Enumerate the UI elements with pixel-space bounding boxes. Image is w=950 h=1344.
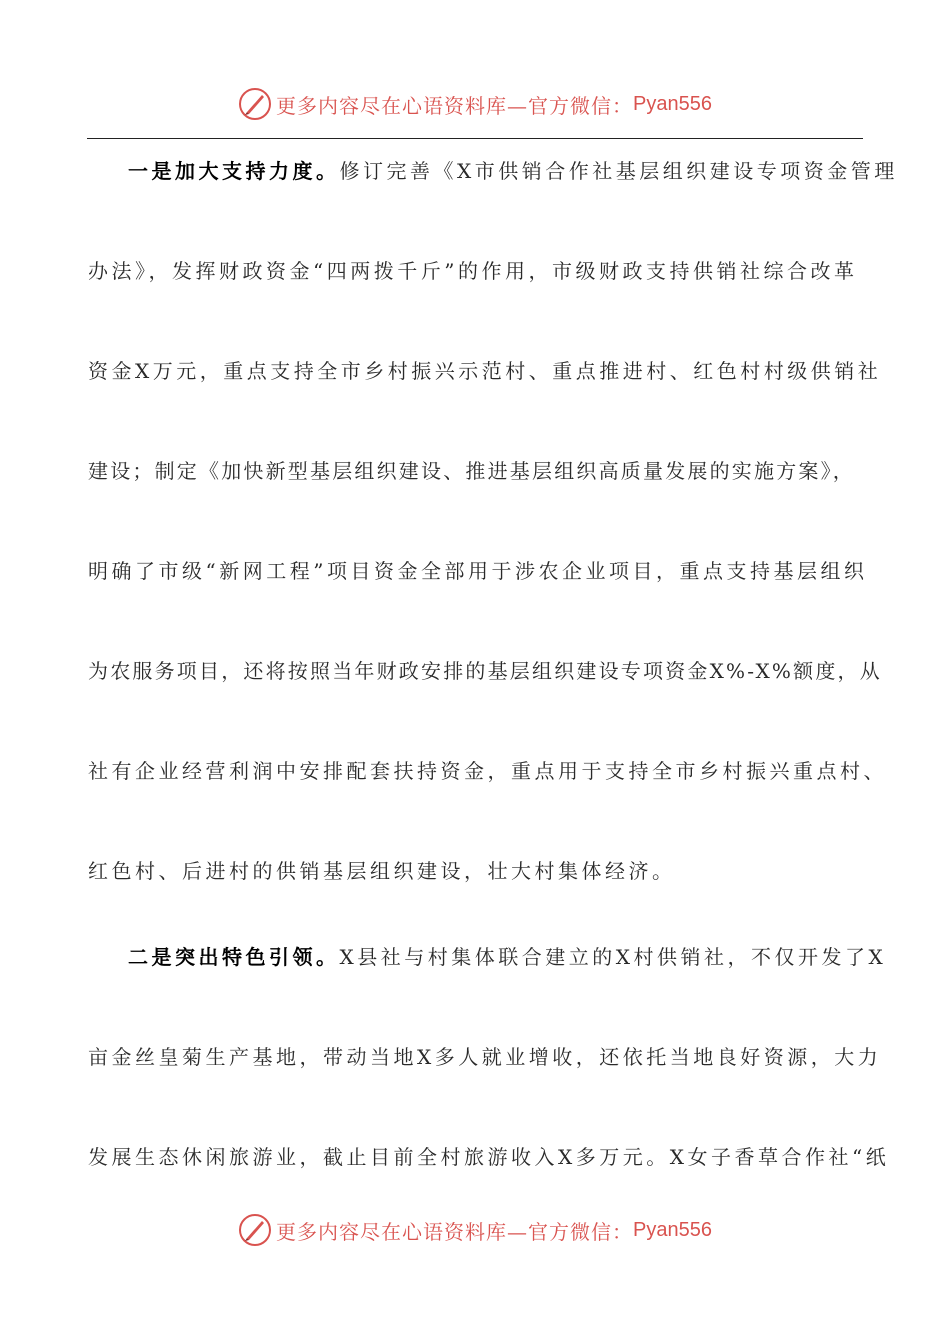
footer-banner-text: 更多内容尽在心语资料库—官方微信： bbox=[276, 1219, 634, 1244]
paragraph-1-lead: 一是加大支持力度。 bbox=[128, 159, 340, 183]
paragraph-1-line-4: 建设；制定《加快新型基层组织建设、推进基层组织高质量发展的实施方案》， bbox=[88, 459, 855, 483]
paragraph-2-lead: 二是突出特色引领。 bbox=[128, 945, 340, 969]
quill-logo-icon bbox=[238, 1213, 272, 1247]
paragraph-1-line-2: 办法》，发挥财政资金“四两拨千斤”的作用，市级财政支持供销社综合改革 bbox=[88, 259, 858, 283]
paragraph-2-line-1: 二是突出特色引领。X县社与村集体联合建立的X村供销社，不仅开发了X bbox=[128, 945, 887, 969]
paragraph-1-line-1: 一是加大支持力度。修订完善《X市供销合作社基层组织建设专项资金管理 bbox=[128, 159, 898, 183]
paragraph-1-line-5: 明确了市级“新网工程”项目资金全部用于涉农企业项目，重点支持基层组织 bbox=[88, 559, 868, 583]
footer-banner bbox=[0, 1210, 950, 1250]
footer-banner-wechat-id: Pyan556 bbox=[633, 1218, 712, 1241]
paragraph-1-line-6: 为农服务项目，还将按照当年财政安排的基层组织建设专项资金X%-X%额度，从 bbox=[88, 659, 882, 683]
document-body bbox=[88, 146, 898, 1232]
header-divider bbox=[87, 138, 863, 139]
paragraph-2-line-3: 发展生态休闲旅游业，截止目前全村旅游收入X多万元。X女子香草合作社“纸 bbox=[88, 1145, 890, 1169]
header-banner-wechat-id: Pyan556 bbox=[633, 92, 712, 115]
paragraph-1-line-7: 社有企业经营利润中安排配套扶持资金，重点用于支持全市乡村振兴重点村、 bbox=[88, 759, 887, 783]
header-banner bbox=[0, 84, 950, 124]
paragraph-1-line-8: 红色村、后进村的供销基层组织建设，壮大村集体经济。 bbox=[88, 859, 676, 883]
quill-logo-icon bbox=[238, 87, 272, 121]
paragraph-2-line-2: 亩金丝皇菊生产基地，带动当地X多人就业增收，还依托当地良好资源，大力 bbox=[88, 1045, 882, 1069]
header-banner-text: 更多内容尽在心语资料库—官方微信： bbox=[276, 93, 634, 118]
paragraph-1-line-3: 资金X万元，重点支持全市乡村振兴示范村、重点推进村、红色村村级供销社 bbox=[88, 359, 882, 383]
